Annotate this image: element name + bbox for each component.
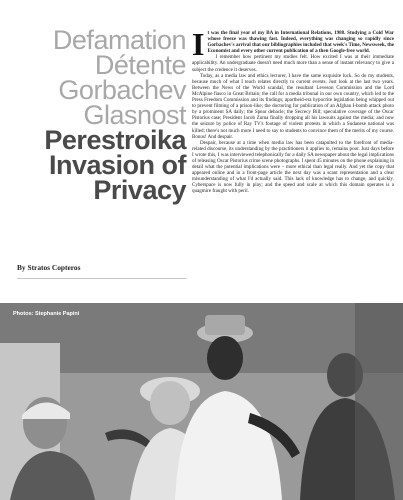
headline-word: Gorbachev — [58, 75, 186, 105]
article-paragraph: Today, as a media law and ethics lecturer, I have the same exquisite luck. So do my students, because much of what I teach relates directly to current events. Just look at the last two years. Between the News of the World scandal, the resultant Leveson Commission and the Lord McAlpine fiasco in Great Britain; the call for a media tribunal in our own country, which led to the Press Freedom Commission and its findings; apartheid-era hypocrite legislation being whipped out to prevent filming of a prison-like; the doctoring for publication of an Afghan I-bomb attack photo by a prominent SA daily; the Spear debacle; the Secrecy Bill; speculative coverage of the Oscar Pistorius case; President Jacob Zuma finally dropping all his lawsuits against the media; and now the seizure by police of Ray TV's footage of violent protests in which a Sudanese national was killed; there's not much more I need to say to students to convince them of the merits of my course. Bonus! And despair. — [192, 72, 394, 140]
lead-intro-text: t was the final year of my BA in International Relations, 1988. Studying a Cold War whose freeze was thawing fast. Indeed, everything was changing so rapidly since Gorbachev's arrival that our bibliographies included that week's Time, Newsweek, the Economist and every other current publication of a then Google-free world. — [207, 30, 394, 55]
drop-cap: I — [192, 26, 205, 62]
photo-scene — [0, 303, 403, 500]
headline-word: Glasnost — [83, 100, 186, 130]
headline-word: Perestroika — [44, 125, 186, 155]
headline-words — [10, 25, 186, 205]
party-photo — [0, 303, 403, 500]
article-paragraph: Despair, because at a time when media law has been catapulted to the forefront of media-related discourse, its understanding by the practitioners it applies to, remains poor. Just days before I wrote this, I was interviewed telephonically for a daily SA newspaper about the legal implications of releasing Oscar Pistorius crime scene photographs. I spent 45 minutes on the phone explaining in detail what the potential implications were – more ethical than legal really. And yet the copy that appeared online and in a front-page article the next day was a scant representation and a clear misunderstanding of what I'd actually said. This lack of knowledge has to change, and quickly. Cyberspace is now fully in play; and the speed and scale at which this domain operates is a quagmire fraught with peril. — [192, 139, 394, 195]
article-body — [192, 26, 394, 195]
byline: By Stratos Copteros — [17, 263, 187, 279]
headline — [10, 26, 186, 203]
article-lead-paragraph — [192, 26, 394, 62]
headline-word: Defamation — [52, 25, 186, 55]
headline-word: Invasion of — [48, 150, 186, 180]
photo-credit: Photos: Stephanie Papini — [13, 311, 80, 317]
headline-word: Détente — [94, 50, 186, 80]
article-paragraph: I remember how pertinent my studies felt. How excited I was at their immediate applicability. An undergraduate doesn't need much more than a sense of instant relevancy to give a subject the credence it deserves. — [192, 54, 394, 73]
headline-word: Privacy — [93, 175, 186, 205]
